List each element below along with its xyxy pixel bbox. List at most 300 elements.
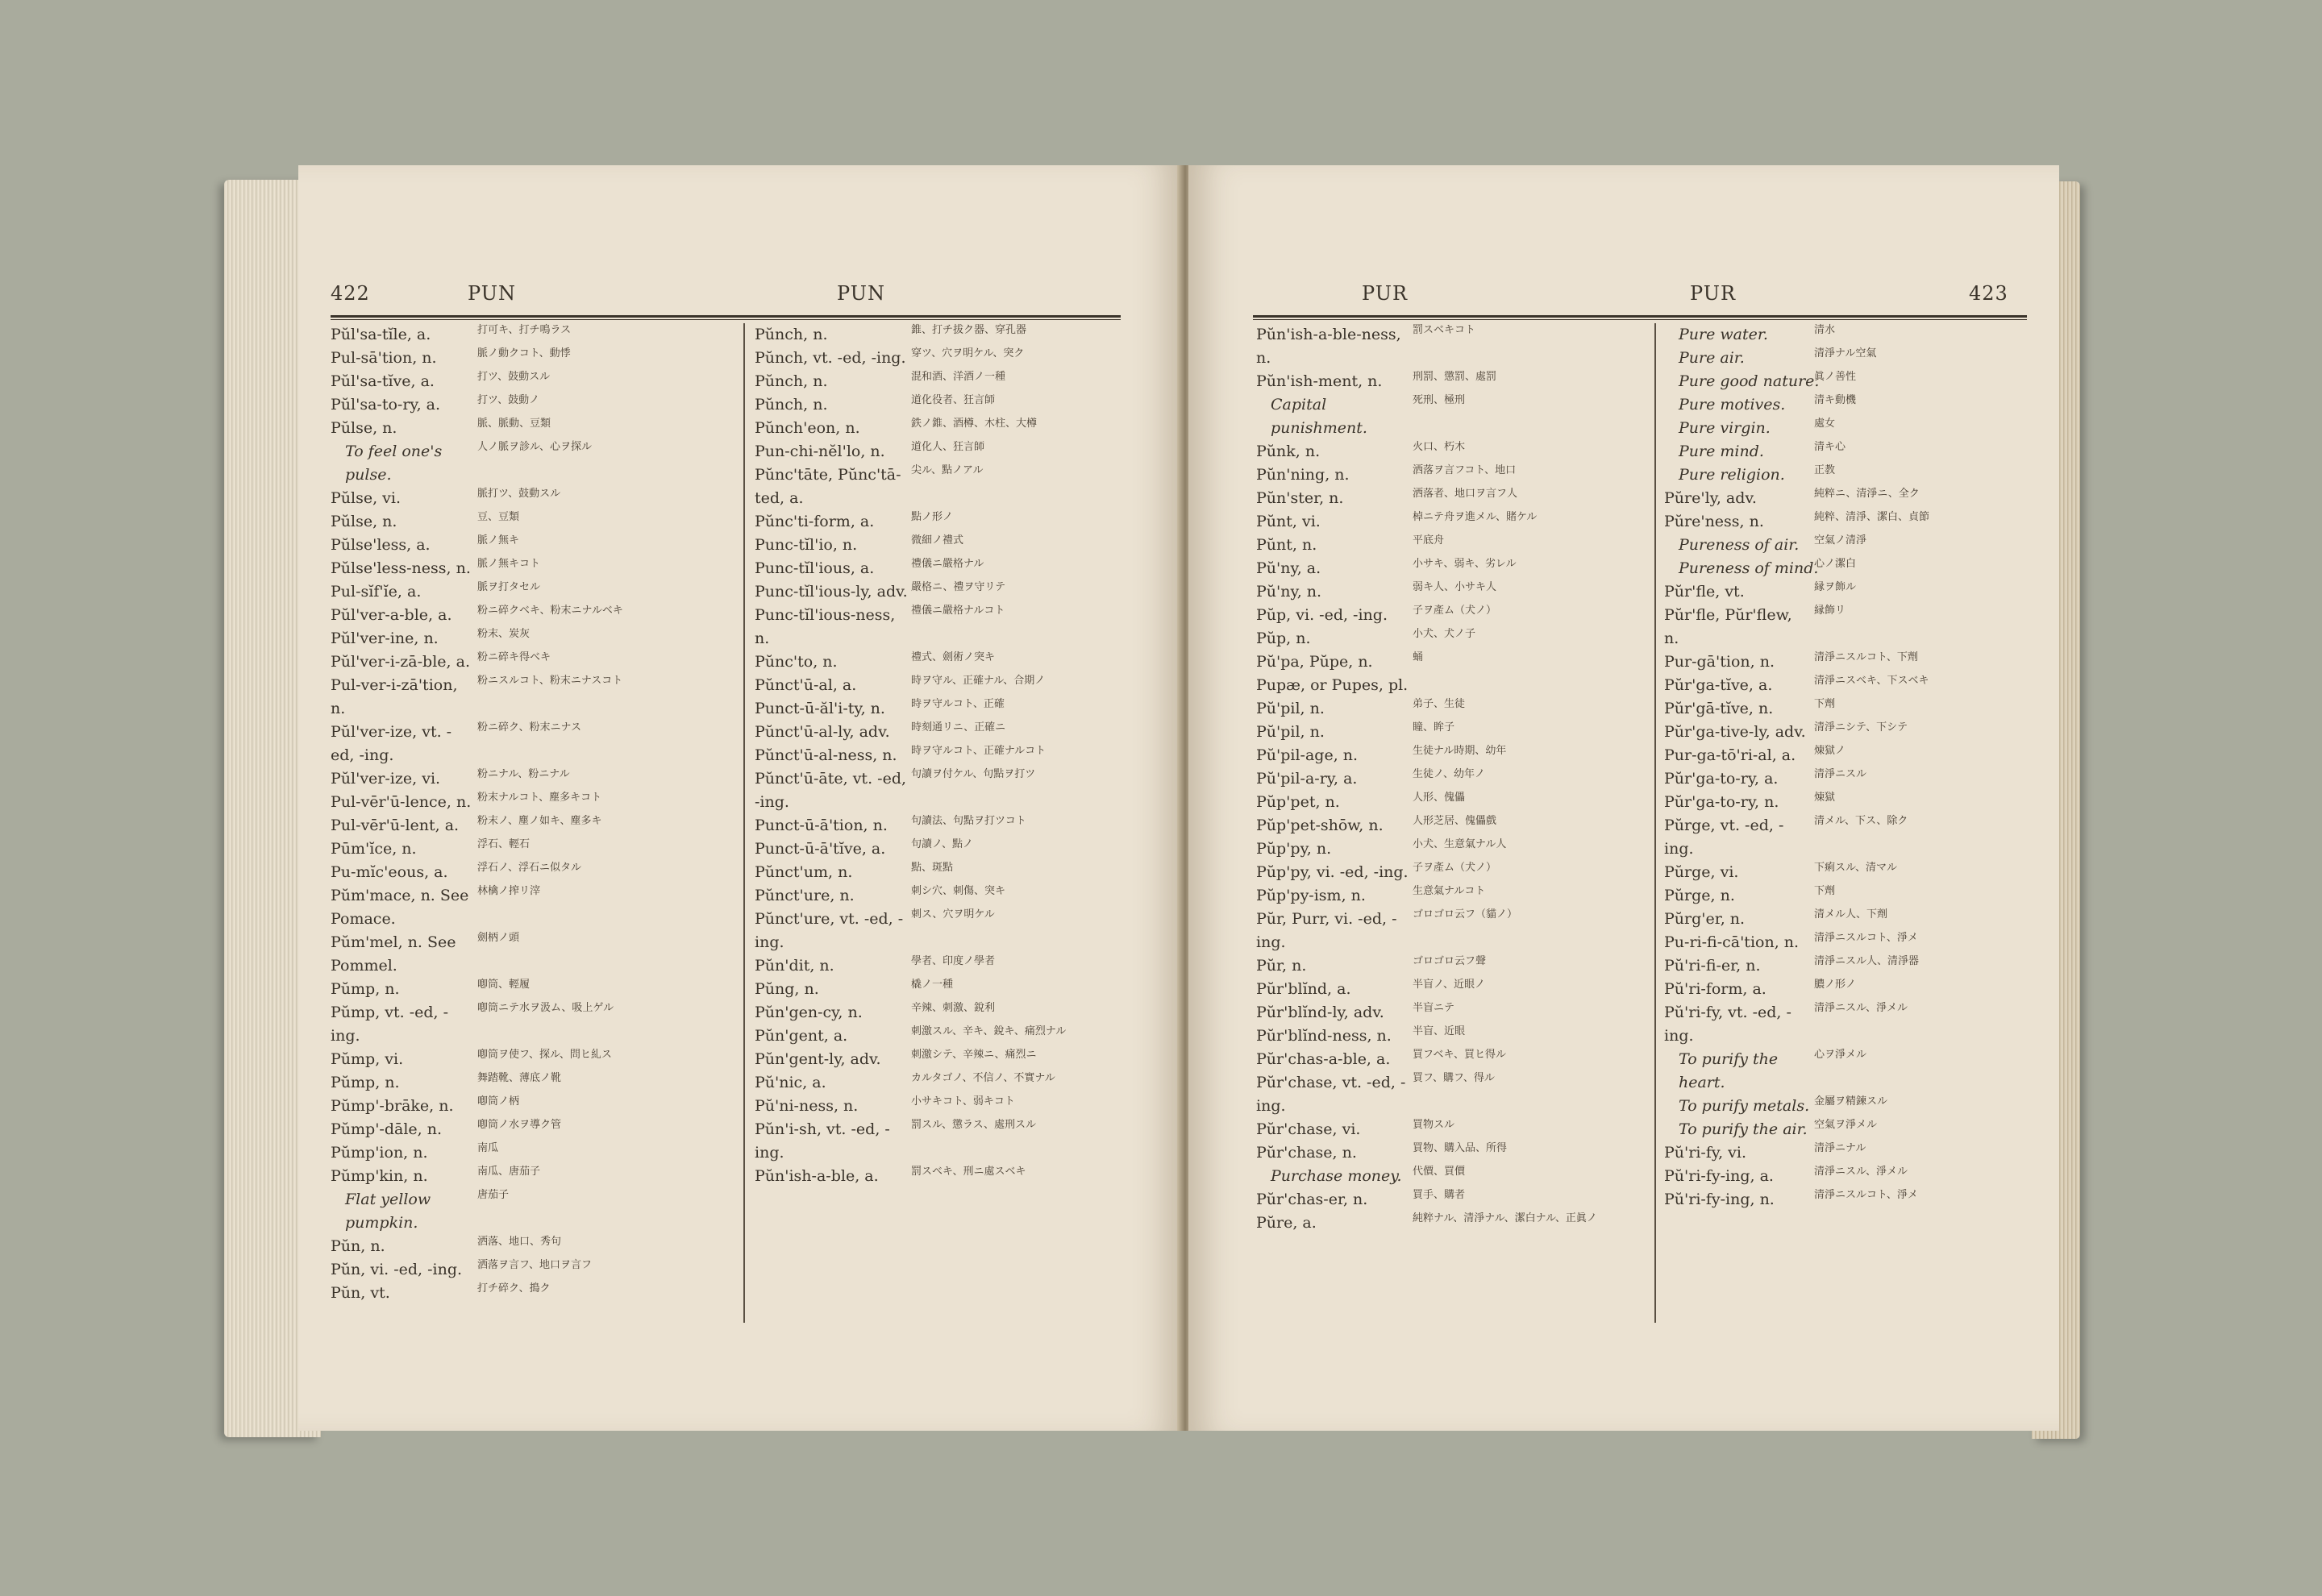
japanese-gloss: 粉末ナルコト、塵多キコト	[477, 792, 602, 804]
dictionary-entry	[331, 1118, 734, 1141]
japanese-gloss: 罰スベキ、刑ニ處スベキ	[911, 1166, 1026, 1178]
japanese-gloss: 道化役者、狂言師	[911, 394, 996, 406]
dictionary-entry	[331, 417, 734, 440]
headword: Pŭ'ri-form, a.	[1664, 980, 1766, 998]
headword: Pŭnct'ure, n.	[755, 887, 855, 904]
headword: Pŭr'ga-tive-ly, adv.	[1664, 723, 1806, 741]
headword: Pŭmp, vi.	[331, 1050, 404, 1068]
dictionary-entry	[1664, 744, 2035, 767]
right-page	[1188, 165, 2059, 1431]
headword: To purify metals.	[1679, 1097, 1810, 1115]
headword: Pure mind.	[1679, 443, 1764, 460]
headword: Pŭr'blĭnd, a.	[1256, 980, 1351, 998]
dictionary-entry	[1256, 1001, 1643, 1025]
japanese-gloss: 清淨ニスベキ、下スベキ	[1814, 675, 1929, 687]
headword: Pur-ga-tō'ri-al, a.	[1664, 746, 1796, 764]
headword: Pŭr'ga-tĭve, a.	[1664, 676, 1773, 694]
dictionary-entry	[331, 1235, 734, 1258]
dictionary-entry	[755, 417, 1126, 440]
japanese-gloss: 生意氣ナルコト	[1413, 885, 1486, 897]
dictionary-entry	[1256, 791, 1643, 814]
japanese-gloss: 金屬ヲ精鍊スル	[1814, 1095, 1888, 1108]
headword: Pŭ'ni-ness, n.	[755, 1097, 859, 1115]
dictionary-entry	[331, 487, 734, 510]
japanese-gloss: 清淨ニナル	[1814, 1142, 1866, 1154]
japanese-gloss: 清メル、下ス、除ク	[1814, 815, 1908, 827]
japanese-gloss: 膿ノ形ノ	[1814, 979, 1857, 991]
japanese-gloss: 脈ノ動クコト、動悸	[477, 347, 571, 360]
dictionary-entry	[1256, 580, 1643, 604]
header-rule	[331, 315, 1121, 320]
headword: Pul-vēr'ū-lence, n.	[331, 793, 472, 811]
japanese-gloss: 句讀ヲ付ケル、句點ヲ打ツ	[911, 768, 1036, 780]
dictionary-entry	[1256, 440, 1643, 463]
headword: Pŭn, vt.	[331, 1284, 390, 1302]
japanese-gloss: 純粹ニ、清淨ニ、全ク	[1814, 488, 1920, 500]
dictionary-entry	[1256, 1141, 1643, 1165]
japanese-gloss: 刺激スル、辛キ、銳キ、痛烈ナル	[911, 1025, 1067, 1037]
japanese-gloss: 心ノ潔白	[1814, 558, 1857, 570]
dictionary-entry	[1256, 393, 1643, 440]
headword: Pŭr'fle, Pŭr'flew, n.	[1664, 606, 1792, 647]
dictionary-entry	[755, 1025, 1126, 1048]
japanese-gloss: 辛辣、刺激、銳利	[911, 1002, 996, 1014]
dictionary-entry	[1664, 1165, 2035, 1188]
page-number: 422	[331, 282, 370, 305]
headword: Pŭl'ver-a-ble, a.	[331, 606, 452, 624]
headword: Pul-ver-i-zā'tion, n.	[331, 676, 458, 717]
japanese-gloss: 鉄ノ錐、酒樽、木柱、大樽	[911, 418, 1038, 430]
headword: Pŭn'ster, n.	[1256, 489, 1344, 507]
headword: Pŭl'ver-ize, vi.	[331, 770, 441, 788]
headword: Pŭ'ri-fi-er, n.	[1664, 957, 1761, 975]
japanese-gloss: 棹ニテ舟ヲ進メル、賭ケル	[1413, 511, 1538, 523]
dictionary-entry	[1664, 931, 2035, 954]
dictionary-entry	[1664, 440, 2035, 463]
dictionary-entry	[1256, 1048, 1643, 1071]
japanese-gloss: 南瓜	[477, 1142, 499, 1154]
headword: Pŭn'ish-a-ble-ness, n.	[1256, 326, 1401, 367]
japanese-gloss: 洒落ヲ言フコト、地口	[1413, 464, 1517, 476]
headword: Pur-gā'tion, n.	[1664, 653, 1775, 671]
dictionary-entry	[1664, 674, 2035, 697]
headword: Pŭmp, vt. -ed, -ing.	[331, 1004, 449, 1045]
headword: Pul-vēr'ū-lent, a.	[331, 817, 460, 834]
japanese-gloss: 句讀法、句點ヲ打ツコト	[911, 815, 1026, 827]
headword: Pu-ri-fi-cā'tion, n.	[1664, 933, 1800, 951]
japanese-gloss: 洒落、地口、秀句	[477, 1236, 562, 1248]
headword: Pŭnt, n.	[1256, 536, 1317, 554]
japanese-gloss: 喞筒ニテ水ヲ汲ム、吸上ゲル	[477, 1002, 614, 1014]
japanese-gloss: 南瓜、唐茄子	[477, 1166, 541, 1178]
column-divider	[743, 323, 745, 1323]
dictionary-entry	[1664, 534, 2035, 557]
dictionary-entry	[331, 1188, 734, 1235]
japanese-gloss: 喞筒ヲ使フ、探ル、問ヒ糺ス	[477, 1049, 612, 1061]
dictionary-entry	[331, 604, 734, 627]
dictionary-entry	[1256, 697, 1643, 721]
japanese-gloss: 心ヲ淨メル	[1814, 1049, 1867, 1061]
japanese-gloss: 喞筒、輕履	[477, 979, 531, 991]
column-divider	[1654, 323, 1656, 1323]
headword: Pŭrge, vt. -ed, -ing.	[1664, 817, 1784, 858]
japanese-gloss: 喞筒ノ柄	[477, 1095, 520, 1108]
headword: Pŭn'gent, a.	[755, 1027, 848, 1045]
headword: Pŭ'pil, n.	[1256, 723, 1325, 741]
dictionary-entry	[331, 791, 734, 814]
japanese-gloss: 時ヲ守ルコト、正確ナルコト	[911, 745, 1047, 757]
japanese-gloss: 清キ動機	[1814, 394, 1857, 406]
japanese-gloss: 洒落者、地口ヲ言フ人	[1413, 488, 1518, 500]
headword: Pure good nature.	[1679, 372, 1820, 390]
headword: Pŭlse'less-ness, n.	[331, 559, 471, 577]
japanese-gloss: 浮石、輕石	[477, 838, 531, 850]
headword: Pŭlse, vi.	[331, 489, 402, 507]
japanese-gloss: 弟子、生徒	[1413, 698, 1466, 710]
japanese-gloss: 禮儀ニ嚴格ナルコト	[911, 605, 1005, 617]
japanese-gloss: 脈ノ無キコト	[477, 558, 541, 570]
left-page-header	[331, 282, 1153, 306]
headword: Pŭmp, n.	[331, 1074, 400, 1091]
headword: Pŭnch, n.	[755, 326, 828, 343]
japanese-gloss: 句讀ノ、點ノ	[911, 838, 973, 850]
dictionary-entry	[1664, 697, 2035, 721]
headword: To feel one's pulse.	[345, 443, 443, 484]
dictionary-entry	[1256, 1071, 1643, 1118]
headword: To purify the air.	[1679, 1120, 1808, 1138]
open-book	[218, 165, 2080, 1439]
headword: Pŭnc'ti-form, a.	[755, 513, 875, 530]
dictionary-entry	[755, 837, 1126, 861]
dictionary-entry	[755, 604, 1126, 650]
headword: Pŭlse, n.	[331, 419, 397, 437]
headword: Pŭr, n.	[1256, 957, 1307, 975]
headword: Pŭr'ga-to-ry, n.	[1664, 793, 1779, 811]
dictionary-entry	[1256, 557, 1643, 580]
dictionary-entry	[755, 323, 1126, 347]
japanese-gloss: 刑罰、懲罰、處罰	[1413, 371, 1497, 383]
headword: Punct-ū-ā'tion, n.	[755, 817, 888, 834]
guide-word: PUN	[468, 282, 516, 305]
japanese-gloss: 清淨ニシテ、下シテ	[1814, 721, 1908, 734]
japanese-gloss: 清淨ニスルコト、下劑	[1814, 651, 1918, 663]
headword: Pŭnct'ū-al-ness, n.	[755, 746, 897, 764]
japanese-gloss: 純粹、清淨、潔白、貞節	[1814, 511, 1930, 523]
headword: Pŭlse'less, a.	[331, 536, 431, 554]
dictionary-entry	[1664, 370, 2035, 393]
headword: Pŭl'sa-tĭve, a.	[331, 372, 435, 390]
headword: Pŭr, Purr, vi. -ed, -ing.	[1256, 910, 1397, 951]
dictionary-entry	[331, 580, 734, 604]
japanese-gloss: 粉末ノ、塵ノ如キ、塵多キ	[477, 815, 602, 827]
dictionary-entry	[1664, 908, 2035, 931]
dictionary-entry	[331, 721, 734, 767]
japanese-gloss: 脈ヲ打タセル	[477, 581, 541, 593]
dictionary-entry	[331, 1001, 734, 1048]
dictionary-entry	[1256, 721, 1643, 744]
dictionary-entry	[1256, 954, 1643, 978]
headword: Pul-sĭf'ĭe, a.	[331, 583, 422, 601]
headword: Pŭnc'tāte, Pŭnc'tā-ted, a.	[755, 466, 901, 507]
headword: Pŭ'ri-fy-ing, n.	[1664, 1191, 1775, 1208]
dictionary-entry	[1256, 463, 1643, 487]
headword: Punc-tĭl'io, n.	[755, 536, 858, 554]
headword: Pŭ'ny, a.	[1256, 559, 1321, 577]
japanese-gloss: 禮儀ニ嚴格ナル	[911, 558, 984, 570]
dictionary-entry	[331, 884, 734, 931]
japanese-gloss: 刺激シテ、辛辣ニ、痛烈ニ	[911, 1049, 1037, 1061]
dictionary-entry	[755, 697, 1126, 721]
dictionary-entry	[1256, 604, 1643, 627]
dictionary-entry	[1256, 487, 1643, 510]
japanese-gloss: 下痢スル、清マル	[1814, 862, 1897, 874]
headword: Pŭnt, vi.	[1256, 513, 1321, 530]
headword: Pure virgin.	[1679, 419, 1771, 437]
headword: Pŭre'ly, adv.	[1664, 489, 1757, 507]
headword: Pu-mĭc'eous, a.	[331, 863, 448, 881]
japanese-gloss: 清メル人、下劑	[1814, 908, 1888, 921]
japanese-gloss: 小サキ、弱キ、劣レル	[1413, 558, 1517, 570]
dictionary-entry	[1664, 721, 2035, 744]
japanese-gloss: 瞳、眸子	[1413, 721, 1455, 734]
japanese-gloss: 人形、傀儡	[1413, 792, 1466, 804]
dictionary-entry	[1664, 767, 2035, 791]
japanese-gloss: 清淨ニスル、淨メル	[1814, 1002, 1908, 1014]
japanese-gloss: 罰スベキコト	[1413, 324, 1476, 336]
dictionary-entry	[1664, 791, 2035, 814]
dictionary-entry	[1256, 861, 1643, 884]
japanese-gloss: 小犬、犬ノ子	[1413, 628, 1476, 640]
dictionary-entry	[1664, 814, 2035, 861]
dictionary-entry	[1664, 557, 2035, 580]
dictionary-entry	[331, 978, 734, 1001]
japanese-gloss: 豆、豆類	[477, 511, 520, 523]
japanese-gloss: 清淨ニスル	[1814, 768, 1867, 780]
headword: Punct-ū-ăl'i-ty, n.	[755, 700, 885, 717]
headword: Pŭ'ri-fy-ing, a.	[1664, 1167, 1774, 1185]
japanese-gloss: 半盲ノ、近眼ノ	[1413, 979, 1485, 991]
dictionary-entry	[755, 534, 1126, 557]
headword: Pureness of air.	[1679, 536, 1800, 554]
guide-word: PUR	[1690, 282, 1737, 305]
headword: Pŭ'ri-fy, vt. -ed, -ing.	[1664, 1004, 1791, 1045]
dictionary-entry	[331, 861, 734, 884]
japanese-gloss: 嚴格ニ、禮ヲ守リテ	[911, 581, 1006, 593]
japanese-gloss: 空氣ノ清淨	[1814, 534, 1867, 547]
japanese-gloss: 縁飾リ	[1814, 605, 1846, 617]
headword: Pŭl'ver-i-zā-ble, a.	[331, 653, 470, 671]
dictionary-entry	[1256, 1118, 1643, 1141]
japanese-gloss: 刺ス、穴ヲ明ケル	[911, 908, 995, 921]
japanese-gloss: 清淨ニスル人、清淨器	[1814, 955, 1920, 967]
japanese-gloss: 蛹	[1413, 651, 1424, 663]
headword: Pŭl'ver-ine, n.	[331, 630, 439, 647]
japanese-gloss: カルタゴノ、不信ノ、不實ナル	[911, 1072, 1055, 1084]
headword: Pŭnch, n.	[755, 372, 828, 390]
headword: Punc-tĭl'ious, a.	[755, 559, 875, 577]
japanese-gloss: 刺シ穴、刺傷、突キ	[911, 885, 1006, 897]
headword: Pŭn'ish-a-ble, a.	[755, 1167, 879, 1185]
right-page-column-2	[1664, 323, 2035, 1212]
dictionary-entry	[755, 1071, 1126, 1095]
japanese-gloss: 空氣ヲ淨メル	[1814, 1119, 1878, 1131]
right-page-column-1	[1256, 323, 1643, 1235]
headword: Pŭmp'ion, n.	[331, 1144, 428, 1162]
dictionary-entry	[1664, 510, 2035, 534]
headword: Pŭng, n.	[755, 980, 819, 998]
japanese-gloss: 半盲、近眼	[1413, 1025, 1466, 1037]
headword: Pŭp'py-ism, n.	[1256, 887, 1366, 904]
dictionary-entry	[755, 954, 1126, 978]
japanese-gloss: 點、斑點	[911, 862, 954, 874]
dictionary-entry	[1664, 604, 2035, 650]
japanese-gloss: 打ツ、鼓動ノ	[477, 394, 540, 406]
dictionary-entry	[331, 370, 734, 393]
dictionary-entry	[755, 1048, 1126, 1071]
dictionary-entry	[1256, 884, 1643, 908]
left-page-column-2	[755, 323, 1126, 1188]
headword: Pŭl'sa-to-ry, a.	[331, 396, 441, 414]
headword: Pŭp, vi. -ed, -ing.	[1256, 606, 1388, 624]
dictionary-entry	[1256, 1165, 1643, 1188]
dictionary-entry	[331, 1071, 734, 1095]
headword: Pŭn, vi. -ed, -ing.	[331, 1261, 463, 1278]
japanese-gloss: 半盲ニテ	[1413, 1002, 1455, 1014]
headword: Pŭre'ness, n.	[1664, 513, 1764, 530]
dictionary-entry	[331, 347, 734, 370]
headword: Pŭn'ish-ment, n.	[1256, 372, 1383, 390]
japanese-gloss: 煉獄ノ	[1814, 745, 1846, 757]
dictionary-entry	[755, 650, 1126, 674]
japanese-gloss: 下劑	[1814, 698, 1836, 710]
japanese-gloss: 買物、購入品、所得	[1413, 1142, 1508, 1154]
japanese-gloss: 喞筒ノ水ヲ導ク管	[477, 1119, 562, 1131]
dictionary-entry	[755, 347, 1126, 370]
japanese-gloss: 林檎ノ搾リ滓	[477, 885, 541, 897]
japanese-gloss: 弱キ人、小サキ人	[1413, 581, 1497, 593]
headword: Pŭn'ning, n.	[1256, 466, 1350, 484]
japanese-gloss: ゴロゴロ云フ聲	[1413, 955, 1487, 967]
headword: Purchase money.	[1271, 1167, 1402, 1185]
dictionary-entry	[755, 393, 1126, 417]
japanese-gloss: 買手、購者	[1413, 1189, 1466, 1201]
headword: Punc-tĭl'ious-ly, adv.	[755, 583, 908, 601]
headword: Pŭp'py, n.	[1256, 840, 1332, 858]
headword: Pŭ'pil-a-ry, a.	[1256, 770, 1358, 788]
guide-word: PUN	[837, 282, 885, 305]
japanese-gloss: 正教	[1814, 464, 1836, 476]
headword: Pure religion.	[1679, 466, 1785, 484]
japanese-gloss: 生徒ナル時期、幼年	[1413, 745, 1507, 757]
japanese-gloss: 尖ル、點ノアル	[911, 464, 984, 476]
dictionary-entry	[1664, 580, 2035, 604]
dictionary-entry	[1664, 323, 2035, 347]
dictionary-entry	[1256, 323, 1643, 370]
dictionary-entry	[1256, 814, 1643, 837]
dictionary-entry	[331, 1165, 734, 1188]
headword: Pŭrge, n.	[1664, 887, 1735, 904]
left-page-column-1	[331, 323, 734, 1305]
japanese-gloss: 清淨ナル空氣	[1814, 347, 1877, 360]
headword: Pŭ'ny, n.	[1256, 583, 1322, 601]
japanese-gloss: 打可キ、打チ鳴ラス	[477, 324, 572, 336]
dictionary-entry	[1256, 534, 1643, 557]
dictionary-entry	[755, 370, 1126, 393]
dictionary-entry	[331, 674, 734, 721]
dictionary-entry	[331, 323, 734, 347]
japanese-gloss: 點ノ形ノ	[911, 511, 954, 523]
dictionary-entry	[755, 1001, 1126, 1025]
headword: Pŭn'gent-ly, adv.	[755, 1050, 881, 1068]
dictionary-entry	[755, 1165, 1126, 1188]
dictionary-entry	[1664, 487, 2035, 510]
japanese-gloss: 清水	[1814, 324, 1836, 336]
dictionary-entry	[755, 1118, 1126, 1165]
japanese-gloss: 微細ノ禮式	[911, 534, 964, 547]
japanese-gloss: ゴロゴロ云フ（貓ノ）	[1413, 908, 1518, 921]
japanese-gloss: 子ヲ產ム（犬ノ）	[1413, 605, 1497, 617]
dictionary-entry	[331, 534, 734, 557]
japanese-gloss: 舞踏靴、薄底ノ靴	[477, 1072, 562, 1084]
dictionary-entry	[755, 674, 1126, 697]
headword: To purify the heart.	[1679, 1050, 1779, 1091]
headword: Pŭn'i-sh, vt. -ed, -ing.	[755, 1120, 890, 1162]
headword: Pŭmp'-brāke, n.	[331, 1097, 454, 1115]
dictionary-entry	[755, 861, 1126, 884]
japanese-gloss: 買フ、購フ、得ル	[1413, 1072, 1495, 1084]
dictionary-entry	[1664, 1188, 2035, 1212]
headword: Pŭl'ver-ize, vt. -ed, -ing.	[331, 723, 452, 764]
headword: Pŭr'chase, n.	[1256, 1144, 1357, 1162]
japanese-gloss: 錐、打チ拔ク器、穿孔器	[911, 324, 1027, 336]
dictionary-entry	[1664, 884, 2035, 908]
dictionary-entry	[1664, 1095, 2035, 1118]
page-number: 423	[1969, 282, 2008, 305]
japanese-gloss: 穿ツ、穴ヲ明ケル、突ク	[911, 347, 1025, 360]
headword: Pŭnc'to, n.	[755, 653, 838, 671]
japanese-gloss: 罰スル、懲ラス、處刑スル	[911, 1119, 1036, 1131]
headword: Pŭ'nic, a.	[755, 1074, 826, 1091]
japanese-gloss: 粉ニ碎ク、粉末ニナス	[477, 721, 581, 734]
japanese-gloss: 時刻通リニ、正確ニ	[911, 721, 1006, 734]
headword: Pŭrge, vi.	[1664, 863, 1739, 881]
dictionary-entry	[1256, 837, 1643, 861]
headword: Pure air.	[1679, 349, 1745, 367]
japanese-gloss: 打チ碎ク、搗ク	[477, 1282, 551, 1295]
headword: Pŭm'mace, n. See Pomace.	[331, 887, 469, 928]
dictionary-entry	[1256, 744, 1643, 767]
dictionary-entry	[331, 767, 734, 791]
headword: Pŭnct'ū-al-ly, adv.	[755, 723, 890, 741]
headword: Pŭnct'ū-āte, vt. -ed, -ing.	[755, 770, 907, 811]
japanese-gloss: 脈、脈動、豆類	[477, 418, 551, 430]
dictionary-entry	[1256, 650, 1643, 697]
headword: Pureness of mind.	[1679, 559, 1819, 577]
dictionary-entry	[1256, 767, 1643, 791]
dictionary-entry	[755, 1095, 1126, 1118]
japanese-gloss: 純粹ナル、清淨ナル、潔白ナル、正眞ノ	[1413, 1212, 1597, 1224]
dictionary-entry	[755, 908, 1126, 954]
japanese-gloss: 人形芝居、傀儡戲	[1413, 815, 1497, 827]
headword: Pŭmp'-dāle, n.	[331, 1120, 443, 1138]
japanese-gloss: 煉獄	[1814, 792, 1836, 804]
headword: Pŭnch, n.	[755, 396, 828, 414]
dictionary-entry	[331, 1048, 734, 1071]
headword: Pŭr'chase, vt. -ed, -ing.	[1256, 1074, 1406, 1115]
headword: Pŭr'chas-er, n.	[1256, 1191, 1368, 1208]
headword: Pŭre, a.	[1256, 1214, 1317, 1232]
dictionary-entry	[331, 557, 734, 580]
